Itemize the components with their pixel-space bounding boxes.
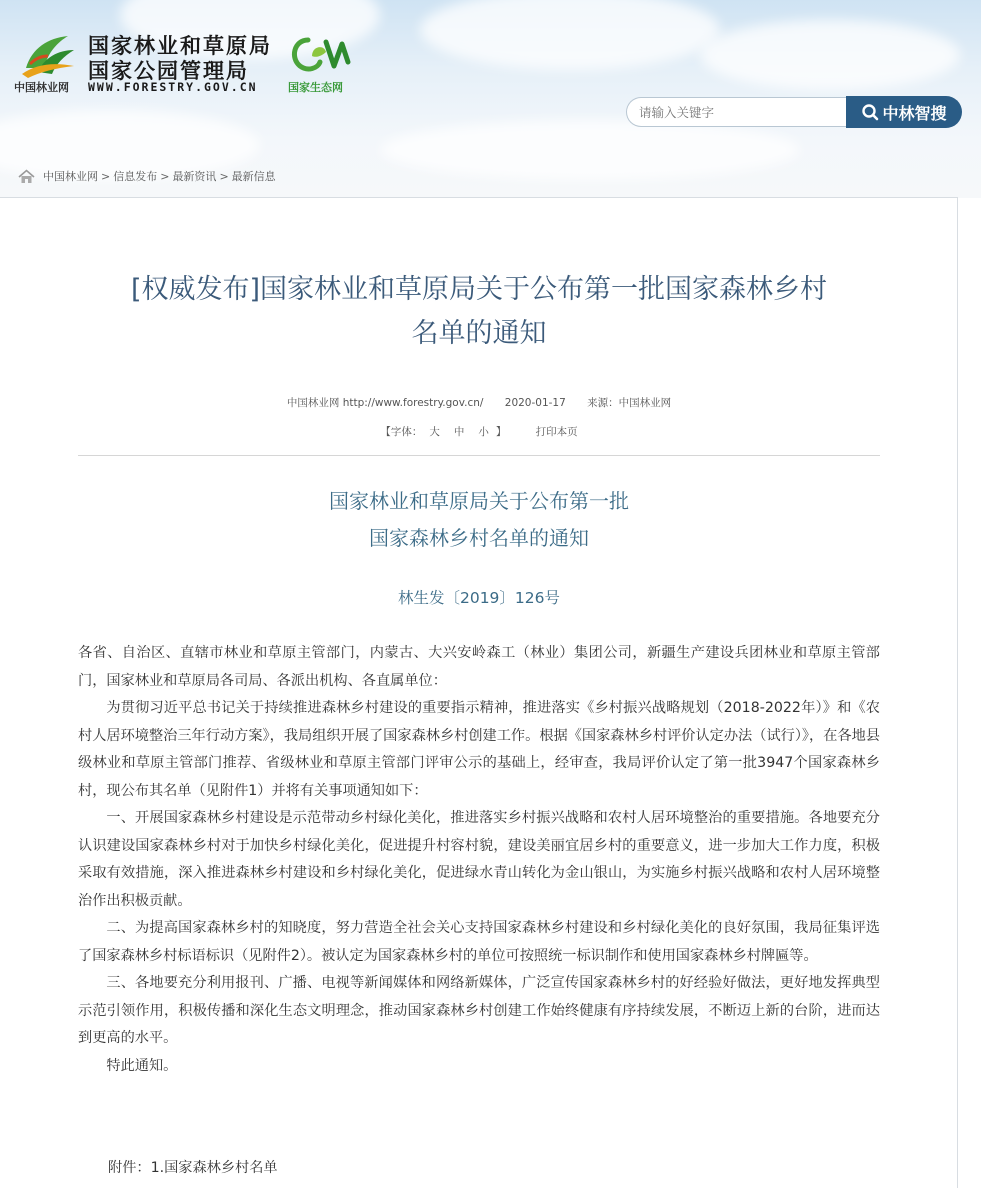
article-tools xyxy=(0,424,958,439)
search-input[interactable] xyxy=(626,97,848,127)
article-meta xyxy=(0,395,958,410)
article-title-line: 名单的通知 xyxy=(411,318,547,349)
body-paragraph: 一、开展国家森林乡村建设是示范带动乡村绿化美化，推进落实乡村振兴战略和农村人居环境整治的重要措施。各地要充分认识建设国家森林乡村对于加快乡村绿化美化，促进提升村容村貌，建设美丽宜居乡村的重要意义，进一步加大工作力度，积极采取有效措施，深入推进森林乡村建设和乡村绿化美化，促进绿水青山转化为金山银山，为实施乡村振兴战略和农村人居环境整治作出积极贡献。 xyxy=(78,810,880,909)
breadcrumb-item-info[interactable]: 信息发布 xyxy=(113,170,158,183)
meta-date: 2020-01-17 xyxy=(504,397,566,409)
eco-caption: 国家生态网 xyxy=(288,81,343,94)
font-size-large[interactable]: 大 xyxy=(429,426,440,438)
body-paragraph: 二、为提高国家森林乡村的知晓度，努力营造全社会关心支持国家森林乡村建设和乡村绿化美化的良好氛围，我局征集评选了国家森林乡村标语标识（见附件2）。被认定为国家森林乡村的单位可按照统一标识制作和使用国家森林乡村牌匾等。 xyxy=(78,920,880,964)
eco-logo-icon[interactable] xyxy=(286,32,354,78)
breadcrumb-separator: > xyxy=(101,169,111,183)
body-paragraph: 特此通知。 xyxy=(106,1057,178,1074)
home-icon[interactable] xyxy=(18,169,35,184)
breadcrumb-item-news[interactable]: 最新资讯 xyxy=(172,170,217,183)
document-title-line: 国家森林乡村名单的通知 xyxy=(369,526,589,550)
body-paragraph: 为贯彻习近平总书记关于持续推进森林乡村建设的重要指示精神，推进落实《乡村振兴战略规划（2018-2022年）》和《农村人居环境整治三年行动方案》，我局组织开展了国家森林乡村创建工作。根据《国家森林乡村评价认定办法（试行）》，在各地县级林业和草原主管部门推荐、省级林业和草原主管部门评审公示的基础上，经审查，我局评价认定了第一批3947个国家森林乡村，现公布其名单（见附件1）并将有关事项通知如下： xyxy=(78,700,880,799)
breadcrumb xyxy=(18,166,276,186)
org-name-parks: 国家公园管理局 xyxy=(88,59,249,83)
breadcrumb-separator: > xyxy=(160,169,170,183)
org-name-forestry: 国家林业和草原局 xyxy=(88,34,272,58)
font-size-medium[interactable]: 中 xyxy=(453,426,465,438)
body-paragraph: 三、各地要充分利用报刊、广播、电视等新闻媒体和网络新媒体，广泛宣传国家森林乡村的好经验好做法，更好地发挥典型示范引领作用，积极传播和深化生态文明理念，推动国家森林乡村创建工作始终健康有序持续发展，不断迈上新的台阶，进而达到更高的水平。 xyxy=(78,975,880,1046)
breadcrumb-separator: > xyxy=(219,169,229,183)
breadcrumb-item-latest[interactable]: 最新信息 xyxy=(231,170,276,183)
document-number: 林生发〔2019〕126号 xyxy=(397,589,561,607)
meta-origin: 来源：中国林业网 xyxy=(587,397,672,409)
document-title xyxy=(0,483,958,557)
font-size-label-close: 】 xyxy=(495,426,507,438)
font-size-label: 【字体： xyxy=(380,426,423,438)
article-title-line: [权威发布]国家林业和草原局关于公布第一批国家森林乡村 xyxy=(130,274,828,305)
divider xyxy=(78,455,880,456)
attachment-link[interactable]: 附件：1.国家森林乡村名单 xyxy=(108,1160,278,1176)
site-url: WWW.FORESTRY.GOV.CN xyxy=(88,80,258,94)
search-button-label: 中林智搜 xyxy=(882,103,947,123)
font-size-small[interactable]: 小 xyxy=(478,426,489,438)
logo-caption: 中国林业网 xyxy=(14,81,69,94)
article-title xyxy=(0,268,958,356)
document-title-line: 国家林业和草原局关于公布第一批 xyxy=(329,489,629,513)
meta-source: 中国林业网 http://www.forestry.gov.cn/ xyxy=(286,397,484,409)
breadcrumb-item-home[interactable]: 中国林业网 xyxy=(43,170,98,183)
document-body xyxy=(78,640,880,1080)
site-header xyxy=(0,0,981,198)
search-icon xyxy=(861,103,879,121)
search-button[interactable] xyxy=(846,96,962,128)
forestry-logo-icon[interactable] xyxy=(18,28,78,80)
body-paragraph: 各省、自治区、直辖市林业和草原主管部门，内蒙古、大兴安岭森工（林业）集团公司，新疆生产建设兵团林业和草原主管部门，国家林业和草原局各司局、各派出机构、各直属单位： xyxy=(78,645,880,689)
print-link[interactable]: 打印本页 xyxy=(535,426,578,438)
